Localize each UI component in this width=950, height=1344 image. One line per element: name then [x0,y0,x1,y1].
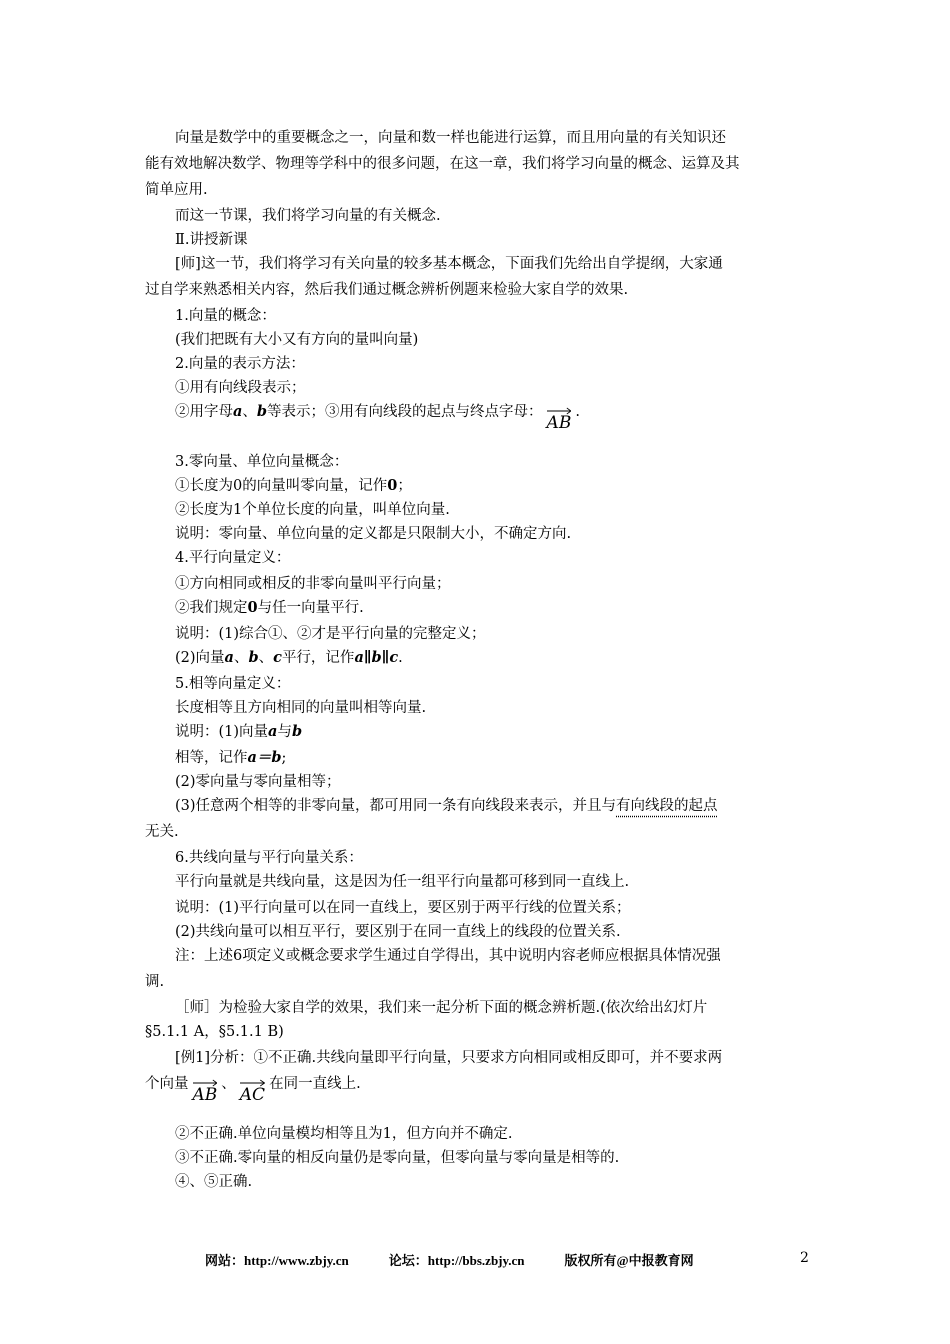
paragraph-line: [师]这一节，我们将学习有关向量的较多基本概念，下面我们先给出自学提纲，大家通 [175,256,723,272]
text-span: (3)任意两个相等的非零向量，都可用同一条有向线段来表示，并且与 [175,798,617,814]
text-span: 、 [258,650,274,666]
paragraph-line: 注：上述6项定义或概念要求学生通过自学得出，其中说明内容老师应根据具体情况强 [175,948,721,964]
text-span: 与任一向量平行. [257,600,364,616]
paragraph-line: 说明：(1)综合①、②才是平行向量的完整定义； [175,626,486,642]
paragraph-line: 无关. [145,824,179,840]
paragraph-line: ①方向相同或相反的非零向量叫平行向量； [175,576,451,592]
paragraph-line: 而这一节课，我们将学习向量的有关概念. [175,208,441,224]
emphasis-text: 有向线段的起点 [616,798,718,814]
paragraph-line: 长度相等且方向相同的向量叫相等向量. [175,700,427,716]
item-heading: 6.共线向量与平行向量关系： [175,850,363,866]
text-span: 、 [233,650,249,666]
footer-forum: 论坛：http://bbs.zbjy.cn [388,1253,525,1268]
vector-notation [547,407,572,433]
footer-website: 网站：http://www.zbjy.cn [205,1253,349,1268]
paragraph-line: ②不正确.单位向量模均相等且为1，但方向并不确定. [175,1126,513,1142]
vector-label: AB [546,413,572,433]
text-span: 说明：(1)向量 [175,724,269,740]
paragraph-line: (2)零向量与零向量相等； [175,774,341,790]
text-span: ②我们规定 [175,600,248,616]
vector-arrow-icon [193,1079,218,1087]
item-heading: 3.零向量、单位向量概念： [175,454,349,470]
item-heading: 5.相等向量定义： [175,676,291,692]
paragraph-line [175,476,412,496]
zero-vector-symbol: 0 [247,599,258,616]
paragraph-line [175,722,302,742]
paragraph-line: ③不正确.零向量的相反向量仍是零向量，但零向量与零向量是相等的. [175,1150,620,1166]
paragraph-line: [例1]分析：①不正确.共线向量即平行向量，只要求方向相同或相反即可，并不要求两 [175,1050,723,1066]
paragraph-line: (2)共线向量可以相互平行，要区别于在同一直线上的线段的位置关系. [175,924,621,940]
paragraph-line: 能有效地解决数学、物理等学科中的很多问题，在这一章，我们将学习向量的概念、运算及其 [145,156,740,172]
text-span: 在同一直线上. [269,1076,361,1092]
vector-notation [240,1079,265,1105]
item-heading: 1.向量的概念： [175,308,276,324]
text-span: 与 [277,724,292,740]
text-span: 、 [242,404,257,420]
paragraph-line: 简单应用. [145,182,208,198]
paragraph-line: §5.1.1 A，§5.1.1 B) [145,1024,284,1040]
item-heading: 4.平行向量定义： [175,550,291,566]
text-span: 等表示；③用有向线段的起点与终点字母： [267,404,543,420]
vector-symbol: c [273,649,282,666]
paragraph-line: 说明：(1)平行向量可以在同一直线上，要区别于两平行线的位置关系； [175,900,631,916]
vector-symbol: a [224,649,234,666]
parallel-relation: a∥b∥c [354,649,399,666]
paragraph-line [175,748,286,768]
page-number: 2 [800,1250,809,1266]
paragraph-line: (我们把既有大小又有方向的量叫向量) [175,332,419,348]
vector-notation [193,1079,218,1105]
paragraph-line: 过自学来熟悉相关内容，然后我们通过概念辨析例题来检验大家自学的效果. [145,282,629,298]
vector-label: AB [192,1085,218,1105]
vector-symbol: b [256,403,268,420]
text-span: 个向量 [145,1076,189,1092]
paragraph-line: ［师］为检验大家自学的效果，我们来一起分析下面的概念辨析题.(依次给出幻灯片 [175,1000,708,1016]
paragraph-line [175,598,364,618]
vector-arrow-icon [240,1079,265,1087]
footer-copyright: 版权所有@中报教育网 [564,1253,694,1268]
text-span: ； [397,478,412,494]
text-span: 、 [221,1076,236,1092]
vector-symbol: a [233,403,243,420]
text-span: (2)向量 [175,650,225,666]
text-span: . [575,404,580,420]
paragraph-line: 平行向量就是共线向量，这是因为任一组平行向量都可移到同一直线上. [175,874,630,890]
paragraph-line: 调. [145,974,165,990]
paragraph-line: 向量是数学中的重要概念之一，向量和数一样也能进行运算，而且用向量的有关知识还 [175,130,726,146]
paragraph-line [175,796,718,816]
text-span: ①长度为0的向量叫零向量，记作 [175,478,388,494]
vector-symbol: b [248,649,259,666]
vector-symbol: b [291,723,303,740]
page-footer [205,1250,734,1269]
paragraph-line: 说明：零向量、单位向量的定义都是只限制大小，不确定方向. [175,526,572,542]
text-span: ; [281,750,287,766]
paragraph-line [175,402,580,433]
item-heading: 2.向量的表示方法： [175,356,305,372]
zero-vector-symbol: 0 [387,477,398,494]
vector-label: AC [239,1085,266,1105]
text-span: . [398,650,403,666]
text-span: 平行，记作 [281,650,355,666]
section-heading: Ⅱ.讲授新课 [175,232,248,248]
paragraph-line: ②长度为1个单位长度的向量，叫单位向量. [175,502,450,518]
paragraph-line: ④、⑤正确. [175,1174,253,1190]
paragraph-line [145,1074,361,1105]
equality-relation: a＝b [247,749,282,766]
vector-arrow-icon [547,407,572,415]
paragraph-line [175,648,403,668]
vector-symbol: a [268,723,278,740]
paragraph-line: ①用有向线段表示； [175,380,306,396]
text-span: 相等，记作 [175,750,248,766]
text-span: ②用字母 [175,404,233,420]
